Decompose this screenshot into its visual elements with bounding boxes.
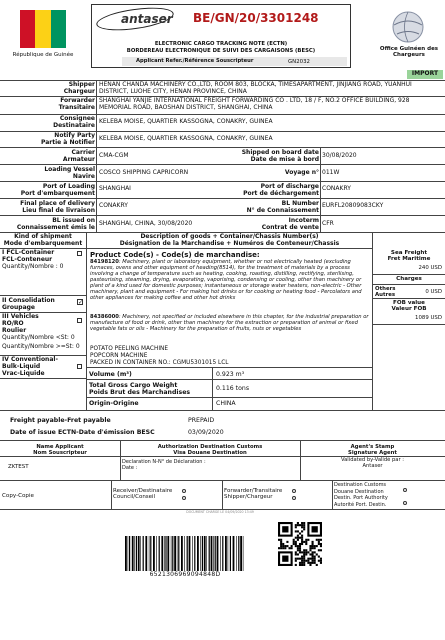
antaser-logo-text: antaser [121,12,173,26]
carrier-value: CMA-CGM [99,152,129,159]
sea-freight-value: 240 USD [418,265,442,271]
flag-stripe-yellow [35,10,50,48]
ogc-globe-icon [388,9,428,45]
sea-freight-label: Sea Freight Fret Maritime [387,250,431,263]
barcode-number: 6521306969094848D [149,571,221,578]
bl-issued-label: BL issued on Connaissement émis le [16,217,95,231]
goods-line-3: PACKED IN CONTAINER NO.: CGMU5301015 LCL [90,360,229,366]
consolidation-label: II Consolidation Groupage [2,297,55,311]
receiver-radio[interactable] [182,489,186,493]
incoterm-label: Incoterm Contrat de vente [261,217,319,231]
gross-weight-value: 0.116 tons [216,385,250,392]
destination-customs-label: Destination Customs Douane Destination Destin. Port Authority Autorité Port. Destin. [334,482,388,508]
conventional-label: IV Conventional- Bulk-Liquid Vrac-Liquide [2,356,58,377]
incoterm-value: CFR [322,220,334,227]
printed-note: DOCUMENT CHARGE LE 04/09/2020 13:49 [186,510,254,514]
kind-of-shipment-label: Kind of shipment Mode d'embarquement [3,233,83,247]
port-authority-radio[interactable] [403,501,407,505]
applicant-name-value: ZKTEST [8,464,29,470]
flag-stripe-red [20,10,35,48]
description-header: Description of goods + Container/Chassis Number(s) Désignation de la Marchandise + Numéros de Conteneur/Chassis [119,233,340,247]
bl-number-label: BL Number N° de Connaissement [246,200,319,214]
conventional-checkbox[interactable] [77,364,82,369]
others-value: 0 USD [425,289,442,295]
product-codes-heading: Product Code(s) - Code(s) de marchandise: [90,251,260,259]
barcode-icon [125,536,245,571]
bl-number-value: EURFL20809083CKY [322,202,384,209]
goods-line-1: POTATO PEELING MACHINE [90,346,169,352]
product-code-1-number: 84198120 [90,259,119,265]
fob-value: 1089 USD [415,315,442,321]
shipped-on-board-label: Shipped on board date Date de mise à bord [241,149,319,163]
council-radio[interactable] [182,496,186,500]
validated-by: Validated by-Validé par : Antaser [340,457,405,469]
volume-label: Volume (m³) [89,371,132,378]
shipper-label: Shipper Chargeur [63,81,95,95]
roro-quantity-large: Quantity/Nombre >=St: 0 [2,343,80,350]
fob-label: FOB value Valeur FOB [391,300,427,313]
agent-stamp-header: Agent's Stamp Signature Agent [348,444,397,457]
freight-payable-value: PREPAID [188,417,215,424]
roro-checkbox[interactable] [77,318,82,323]
forwarder-shipper-label: Forwarder/Transitaire Shipper/Chargeur [224,488,283,501]
title-fr: BORDEREAU ELECTRONIQUE DE SUIVI DES CARGAISONS (BESC) [126,48,316,54]
gross-weight-label: Total Gross Cargo Weight Poids Brut des Marchandises [89,382,191,397]
port-of-discharge-label: Port of discharge Port de déchargement [243,183,319,197]
voyage-value: 011W [322,169,340,176]
voyage-label: Voyage n° [284,169,319,176]
product-code-1-text: : Machinery, plant or laboratory equipment, whether or not electrically heated (excluding furnaces, ovens and other equipment of heading(8514), for the treatment of materials by a process involving a change of temperature such as heating, cooking, roasting, distilling, rectifying, sterilising, pasteurising, steaming, drying, evaporating, vaporising, condensing or cooling, other than machinery or plant of a kind used for domestic purposes; instantaneous or storage water heaters, non-electric - Other machinery, plant and equipment - For making hot drinks or for cooking or heating food - Percolators and other appliances for making coffee and other hot drinks [90,259,362,301]
declaration-fields: Declaration N-N° de Déclaration : Date : [122,459,206,471]
fcl-checkbox[interactable] [77,251,82,256]
forwarder-value: SHANGHAI YANJIE INTERNATIONAL FREIGHT FORWARDING CO . LTD, 18 / F, NO.2 OFFICE BUILDING, 928 MEMORIAL ROAD, BAOSHAN DISTRICT, SHANGHAI, CHINA [99,97,410,111]
shipped-on-board-value: 30/08/2020 [322,152,357,159]
issue-date-value: 03/09/2020 [188,429,224,436]
issue-date-label: Date of issue ECTN-Date d'émission BESC [10,429,155,436]
notify-label: Notify Party Partie à Notifier [40,132,95,146]
vessel-label: Loading Vessel Navire [44,166,95,180]
fcl-quantity: Quantity/Nombre : 0 [2,263,64,270]
flag-stripe-green [51,10,66,48]
import-badge: IMPORT [407,70,443,79]
bl-issued-value: SHANGHAI, CHINA, 30/08/2020 [99,220,193,227]
ectn-reference: BE/GN/20/3301248 [193,11,319,25]
product-code-2 [90,315,370,333]
port-of-discharge-value: CONAKRY [322,185,351,192]
shipper-radio[interactable] [292,496,296,500]
origin-label: Origin-Origine [89,400,139,407]
others-label: Others Autres [375,286,396,299]
title-en: ELECTRONIC CARGO TRACKING NOTE (ECTN) [154,41,288,47]
origin-value: CHINA [216,400,236,407]
volume-value: 0.923 m³ [216,371,245,378]
goods-line-2: POPCORN MACHINE [90,353,148,359]
port-of-loading-label: Port of Loading Port d'embarquement [20,183,95,197]
consolidation-checkbox-checked[interactable]: ✓ [78,299,84,306]
customs-radio[interactable] [403,488,407,492]
customs-authorization-header: Authorization Destination Customs Visa Douane Destination [157,444,263,457]
product-code-2-number: 84386000 [90,314,119,320]
fcl-label: I FCL-Container FCL-Conteneur [2,249,55,263]
copy-label: Copy-Copie [2,493,34,499]
port-of-loading-value: SHANGHAI [99,185,131,192]
vessel-value: COSCO SHIPPING CAPRICORN [99,169,189,176]
charges-label: Charges [396,276,422,282]
carrier-label: Carrier Armateur [62,149,95,163]
office-name: Office Guinéen des Chargeurs [379,46,439,59]
product-code-1 [90,260,370,302]
notify-value: KELEBA MOISE, QUARTIER KASSOGNA, CONAKRY, GUINEA [99,135,273,142]
final-place-value: CONAKRY [99,202,128,209]
consignee-label: Consignee Destinataire [53,115,95,129]
applicant-name-header: Name Applicant Nom Souscripteur [33,444,87,457]
guinea-flag-icon [20,10,66,48]
applicant-ref-value: GN2032 [288,59,310,65]
forwarder-label: Forwarder Transitaire [58,97,95,111]
forwarder-radio[interactable] [292,489,296,493]
applicant-ref-label: Applicant Refer./Référence Souscripteur [136,58,254,64]
consignee-value: KELEBA MOISE, QUARTIER KASSOGNA, CONAKRY, GUINEA [99,118,273,125]
receiver-council-label: Receiver/Destinataire Council/Conseil [113,488,173,501]
roro-label: III Vehicles RO/RO Roulier [2,313,39,334]
product-code-2-text: : Machinery, not specified or included elsewhere in this chapter, for the industrial preparation or manufacture of food or drink, other than machinery for the extraction or preparation of animal or fixed vegetable fats or oils - Machinery for the preparation of fruits, nuts or vegetables [90,314,369,332]
qr-code-icon [278,522,322,566]
shipper-value: HENAN CHANDA MACHINERY CO.,LTD, ROOM 803, BLOCKA, TIMESAPARTMENT, JINJIANG ROAD, YUANHUI DISTRICT, LUOHE CITY, HENAN PROVINCE, CHINA [99,81,412,95]
freight-payable-label: Freight payable-Fret payable [10,417,111,424]
roro-quantity-small: Quantity/Nombre <St: 0 [2,334,75,341]
final-place-label: Final place of delivery Lieu final de livraison [20,200,95,214]
country-name: République de Guinée [12,52,74,58]
